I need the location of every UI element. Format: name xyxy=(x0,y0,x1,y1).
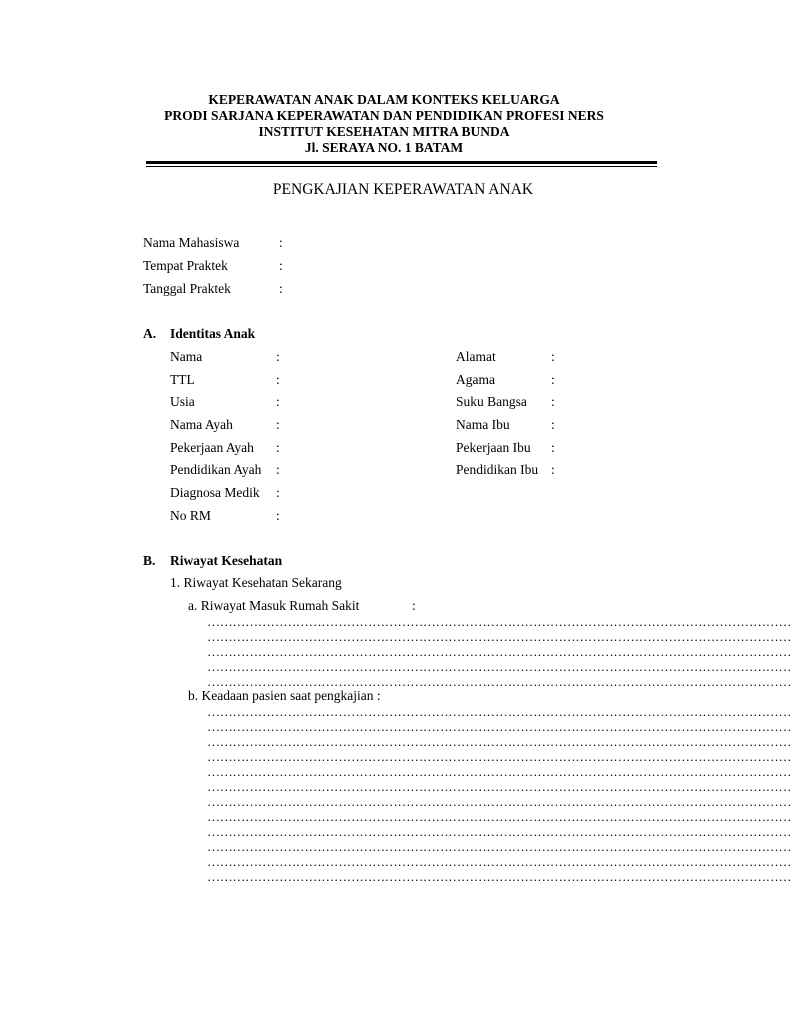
colon: : xyxy=(276,508,280,523)
dotted-answer-line: ………………………………………………………………………………………………………………………… xyxy=(207,809,792,824)
field-suku-bangsa: Suku Bangsa xyxy=(456,394,527,409)
field-ttl: TTL xyxy=(170,372,195,387)
field-usia: Usia xyxy=(170,394,195,409)
colon: : xyxy=(551,417,555,432)
field-pekerjaan-ayah: Pekerjaan Ayah xyxy=(170,440,254,455)
field-pendidikan-ibu: Pendidikan Ibu xyxy=(456,462,539,477)
field-nama: Nama xyxy=(170,349,203,364)
dotted-answer-line: ………………………………………………………………………………………………………………………… xyxy=(207,659,792,674)
dotted-answer-line: ………………………………………………………………………………………………………………………… xyxy=(207,794,792,809)
field-pendidikan-ayah: Pendidikan Ayah xyxy=(170,462,262,477)
field-alamat: Alamat xyxy=(456,349,496,364)
section-b-title: Riwayat Kesehatan xyxy=(170,553,283,568)
header-line-4: Jl. SERAYA NO. 1 BATAM xyxy=(304,140,464,155)
dotted-answer-line: ………………………………………………………………………………………………………………………… xyxy=(207,749,792,764)
header-divider-thick xyxy=(146,161,657,164)
dotted-answer-line: ………………………………………………………………………………………………………………………… xyxy=(207,869,792,884)
dotted-answer-line: ………………………………………………………………………………………………………………………… xyxy=(207,764,792,779)
label-tanggal-praktek: Tanggal Praktek xyxy=(143,281,231,296)
dotted-answer-line: ………………………………………………………………………………………………………………………… xyxy=(207,719,792,734)
dotted-answer-line: ………………………………………………………………………………………………………………………… xyxy=(207,644,792,659)
header-line-2: PRODI SARJANA KEPERAWATAN DAN PENDIDIKAN PROFESI NERS xyxy=(164,108,604,123)
header-institution xyxy=(0,92,768,156)
header-divider-thin xyxy=(146,166,657,167)
section-a-letter: A. xyxy=(143,326,157,341)
colon: : xyxy=(279,235,283,250)
colon: : xyxy=(276,394,280,409)
colon: : xyxy=(279,258,283,273)
dotted-answer-line: ………………………………………………………………………………………………………………………… xyxy=(207,674,792,689)
dotted-answer-line: ………………………………………………………………………………………………………………………… xyxy=(207,839,792,854)
dotted-answer-line: ………………………………………………………………………………………………………………………… xyxy=(207,854,792,869)
field-diagnosa-medik: Diagnosa Medik xyxy=(170,485,260,500)
colon: : xyxy=(551,394,555,409)
colon: : xyxy=(276,349,280,364)
header-line-3: INSTITUT KESEHATAN MITRA BUNDA xyxy=(258,124,510,139)
colon: : xyxy=(412,598,416,613)
colon: : xyxy=(276,462,280,477)
field-pekerjaan-ibu: Pekerjaan Ibu xyxy=(456,440,531,455)
field-nama-ibu: Nama Ibu xyxy=(456,417,510,432)
section-a-title: Identitas Anak xyxy=(170,326,256,341)
header-line-1: KEPERAWATAN ANAK DALAM KONTEKS KELUARGA xyxy=(208,92,560,107)
item-riwayat-masuk-rs: a. Riwayat Masuk Rumah Sakit xyxy=(188,598,360,613)
dotted-answer-line: ………………………………………………………………………………………………………………………… xyxy=(207,629,792,644)
colon: : xyxy=(276,372,280,387)
item-keadaan-pasien: b. Keadaan pasien saat pengkajian : xyxy=(188,688,381,703)
dotted-answer-line: ………………………………………………………………………………………………………………………… xyxy=(207,704,792,719)
dotted-answer-line: ………………………………………………………………………………………………………………………… xyxy=(207,614,792,629)
colon: : xyxy=(276,440,280,455)
dotted-answer-line: ………………………………………………………………………………………………………………………… xyxy=(207,734,792,749)
colon: : xyxy=(276,485,280,500)
field-agama: Agama xyxy=(456,372,495,387)
page-title: PENGKAJIAN KEPERAWATAN ANAK xyxy=(272,181,534,198)
field-nama-ayah: Nama Ayah xyxy=(170,417,233,432)
field-no-rm: No RM xyxy=(170,508,211,523)
label-nama-mahasiswa: Nama Mahasiswa xyxy=(143,235,240,250)
colon: : xyxy=(551,440,555,455)
colon: : xyxy=(279,281,283,296)
subsection-riwayat-sekarang: 1. Riwayat Kesehatan Sekarang xyxy=(170,575,342,590)
colon: : xyxy=(551,349,555,364)
colon: : xyxy=(276,417,280,432)
label-tempat-praktek: Tempat Praktek xyxy=(143,258,228,273)
dotted-answer-line: ………………………………………………………………………………………………………………………… xyxy=(207,779,792,794)
dotted-answer-line: ………………………………………………………………………………………………………………………… xyxy=(207,824,792,839)
colon: : xyxy=(551,372,555,387)
section-b-letter: B. xyxy=(143,553,156,568)
colon: : xyxy=(551,462,555,477)
